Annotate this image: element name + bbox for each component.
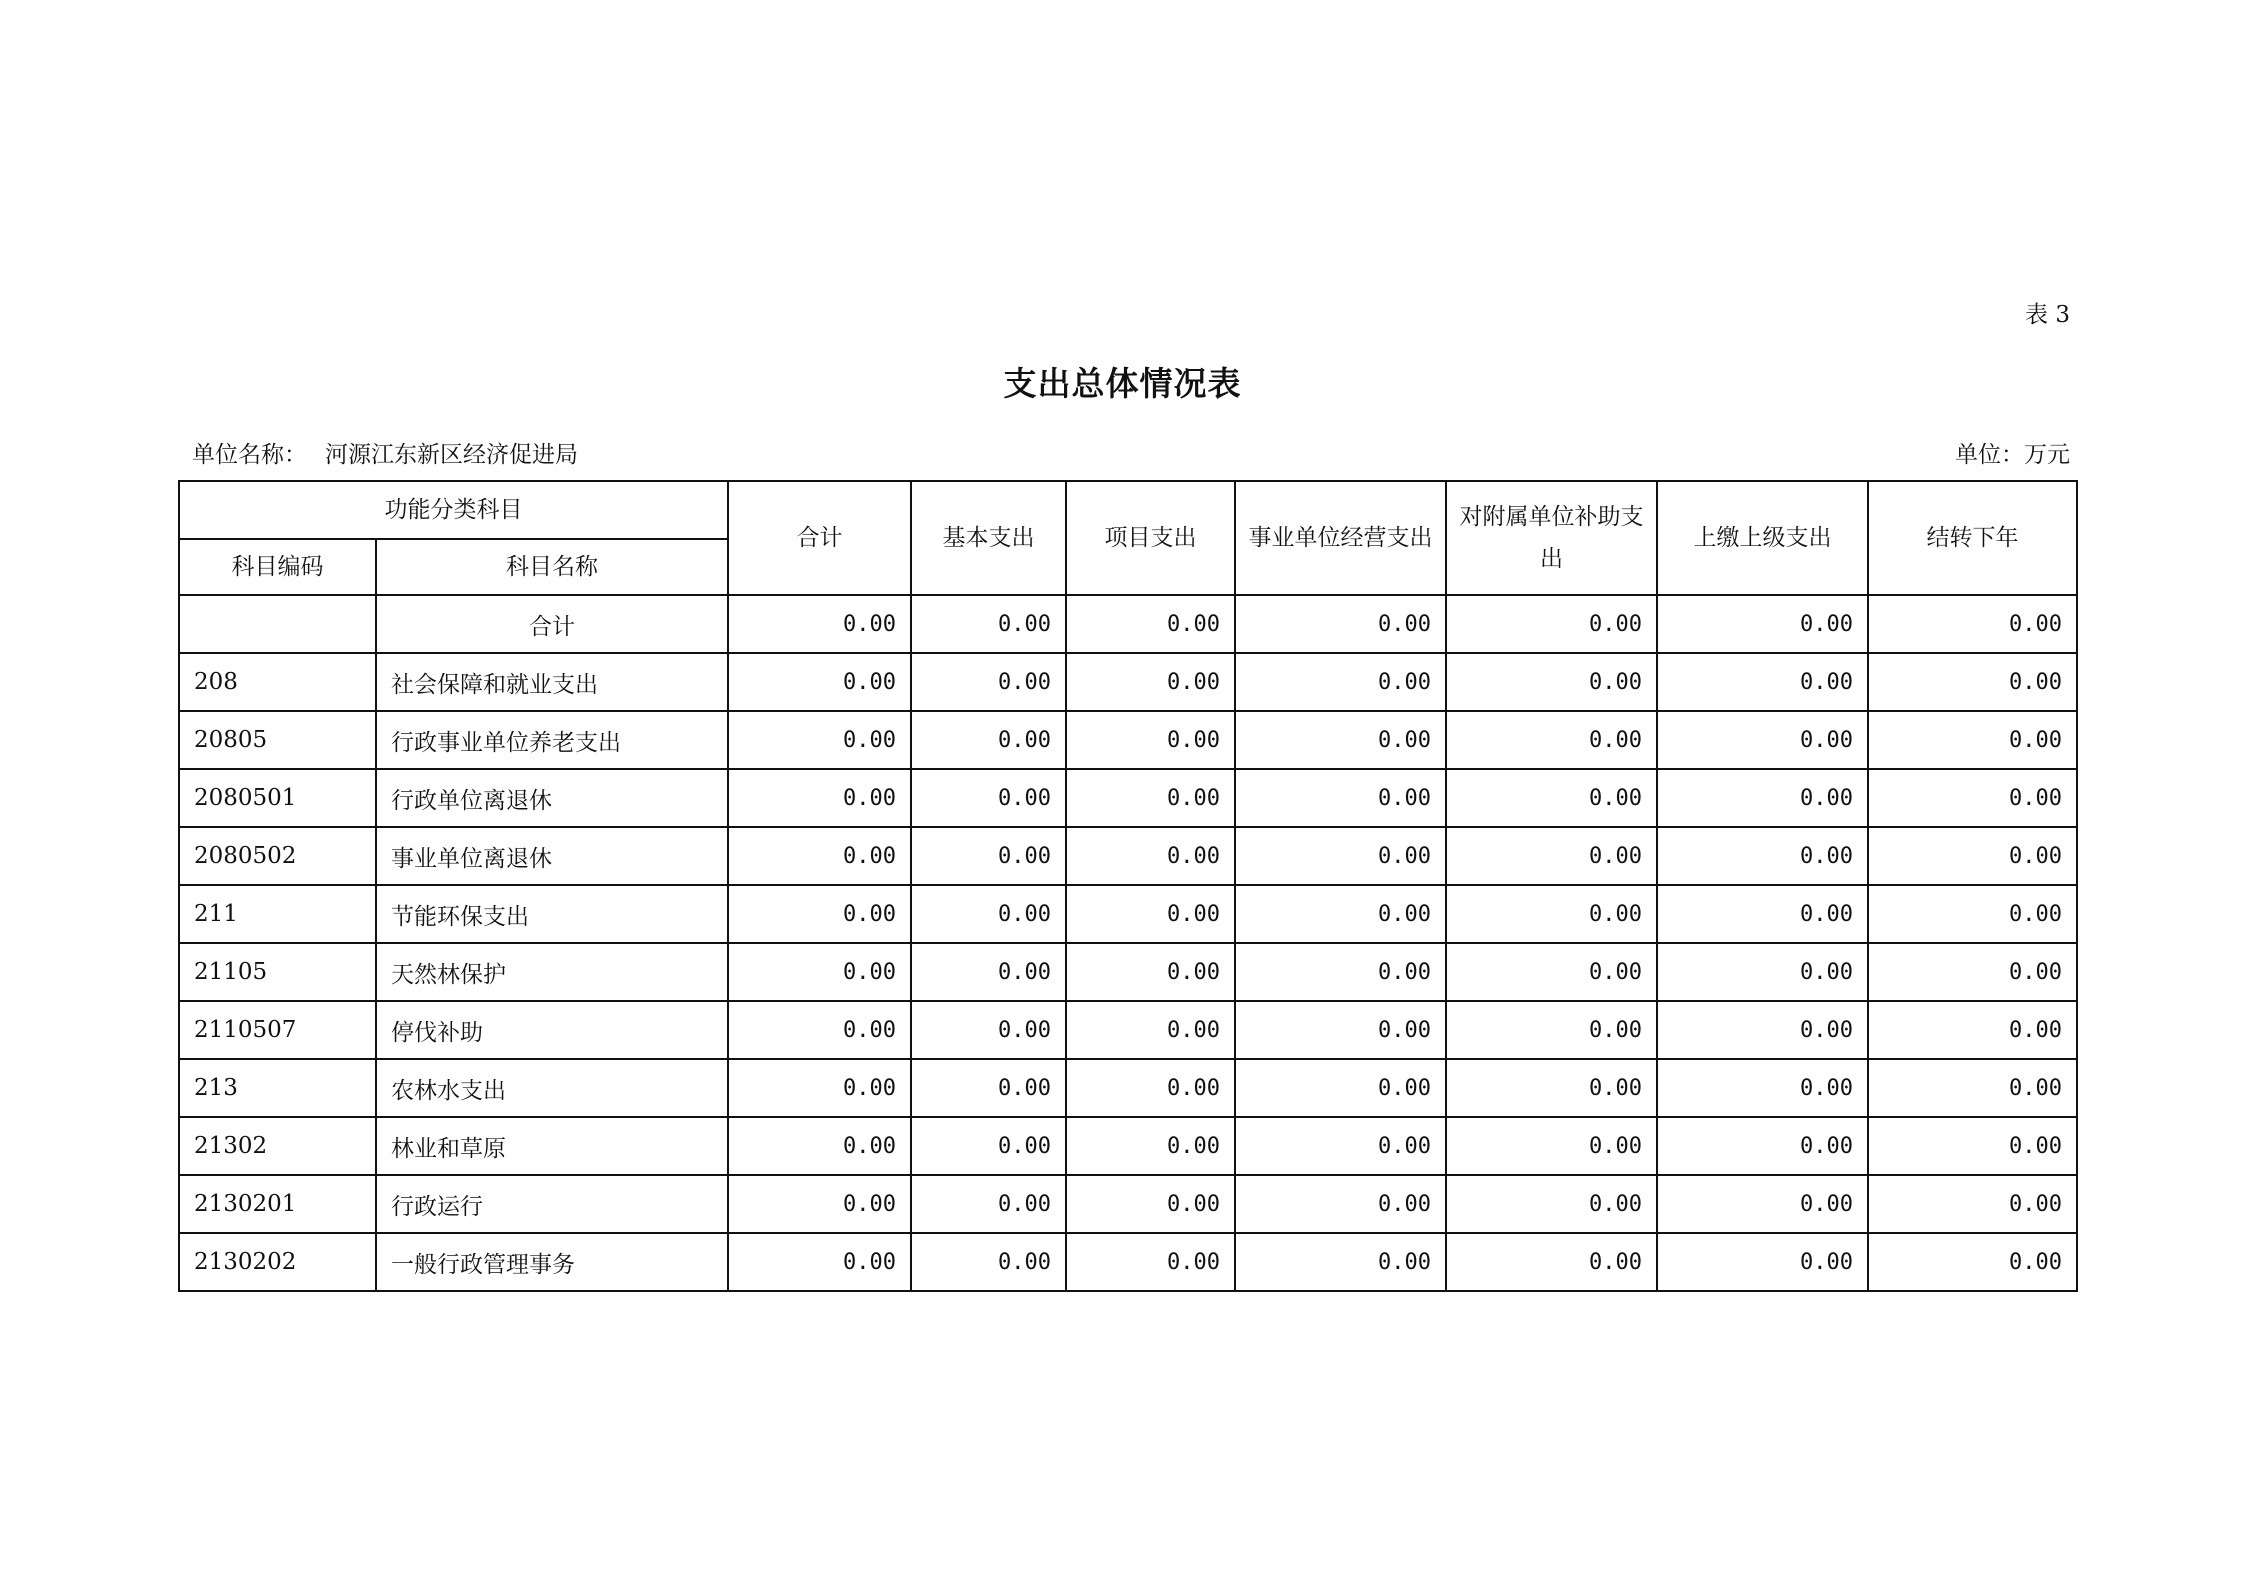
measure-unit: 单位：万元 (1955, 442, 2070, 468)
business-value: 0.00 (1235, 1233, 1446, 1291)
table-number: 表 3 (2025, 302, 2070, 328)
header-subsidy-expense: 对附属单位补助支出 (1446, 481, 1657, 595)
total-value: 0.00 (728, 1175, 911, 1233)
basic-value: 0.00 (911, 1175, 1066, 1233)
project-value: 0.00 (1066, 1233, 1235, 1291)
subsidy-value: 0.00 (1446, 827, 1657, 885)
project-value: 0.00 (1066, 653, 1235, 711)
total-value: 0.00 (728, 1001, 911, 1059)
superior-value: 0.00 (1657, 1001, 1868, 1059)
subsidy-value: 0.00 (1446, 1117, 1657, 1175)
table-row (179, 769, 2077, 827)
table-row (179, 653, 2077, 711)
carryover-value: 0.00 (1868, 1059, 2077, 1117)
total-value: 0.00 (728, 1233, 911, 1291)
header-subject-name: 科目名称 (376, 539, 728, 595)
project-value: 0.00 (1066, 1059, 1235, 1117)
superior-value: 0.00 (1657, 943, 1868, 1001)
subsidy-value: 0.00 (1446, 1233, 1657, 1291)
project-value: 0.00 (1066, 1117, 1235, 1175)
project-value: 0.00 (1066, 943, 1235, 1001)
total-value: 0.00 (728, 711, 911, 769)
subject-name: 停伐补助 (376, 1001, 728, 1059)
header-superior-payment: 上缴上级支出 (1657, 481, 1868, 595)
subject-code: 208 (179, 653, 376, 711)
superior-value: 0.00 (1657, 827, 1868, 885)
business-value: 0.00 (1235, 827, 1446, 885)
table-row (179, 1117, 2077, 1175)
subject-code: 2080502 (179, 827, 376, 885)
header-subject-code: 科目编码 (179, 539, 376, 595)
subject-code: 21105 (179, 943, 376, 1001)
subsidy-value: 0.00 (1446, 885, 1657, 943)
carryover-value: 0.00 (1868, 943, 2077, 1001)
carryover-value: 0.00 (1868, 595, 2077, 653)
subsidy-value: 0.00 (1446, 769, 1657, 827)
business-value: 0.00 (1235, 1117, 1446, 1175)
project-value: 0.00 (1066, 769, 1235, 827)
table-row (179, 595, 2077, 653)
subject-name: 节能环保支出 (376, 885, 728, 943)
table-body (179, 595, 2077, 1291)
project-value: 0.00 (1066, 885, 1235, 943)
project-value: 0.00 (1066, 827, 1235, 885)
header-carryover: 结转下年 (1868, 481, 2077, 595)
carryover-value: 0.00 (1868, 827, 2077, 885)
subject-name: 行政事业单位养老支出 (376, 711, 728, 769)
total-value: 0.00 (728, 769, 911, 827)
subject-name: 天然林保护 (376, 943, 728, 1001)
header-project-expense: 项目支出 (1066, 481, 1235, 595)
carryover-value: 0.00 (1868, 1233, 2077, 1291)
table-row (179, 827, 2077, 885)
business-value: 0.00 (1235, 885, 1446, 943)
page-title: 支出总体情况表 (1003, 364, 1242, 403)
business-value: 0.00 (1235, 1001, 1446, 1059)
table-row (179, 885, 2077, 943)
total-value: 0.00 (728, 827, 911, 885)
business-value: 0.00 (1235, 1059, 1446, 1117)
subject-code: 2110507 (179, 1001, 376, 1059)
project-value: 0.00 (1066, 1175, 1235, 1233)
header-row-1 (179, 481, 2077, 539)
carryover-value: 0.00 (1868, 653, 2077, 711)
table-row (179, 1001, 2077, 1059)
basic-value: 0.00 (911, 1233, 1066, 1291)
basic-value: 0.00 (911, 943, 1066, 1001)
subject-code: 2130201 (179, 1175, 376, 1233)
unit-name-value: 河源江东新区经济促进局 (325, 442, 578, 468)
business-value: 0.00 (1235, 769, 1446, 827)
business-value: 0.00 (1235, 1175, 1446, 1233)
basic-value: 0.00 (911, 885, 1066, 943)
subsidy-value: 0.00 (1446, 1175, 1657, 1233)
subject-name: 合计 (376, 595, 728, 653)
unit-name-label: 单位名称： (192, 442, 307, 468)
basic-value: 0.00 (911, 1059, 1066, 1117)
project-value: 0.00 (1066, 711, 1235, 769)
header-business-expense: 事业单位经营支出 (1235, 481, 1446, 595)
subject-name: 行政运行 (376, 1175, 728, 1233)
total-value: 0.00 (728, 653, 911, 711)
header-total: 合计 (728, 481, 911, 595)
table-row (179, 1059, 2077, 1117)
subsidy-value: 0.00 (1446, 711, 1657, 769)
subject-code: 2080501 (179, 769, 376, 827)
subject-name: 社会保障和就业支出 (376, 653, 728, 711)
superior-value: 0.00 (1657, 1059, 1868, 1117)
superior-value: 0.00 (1657, 1233, 1868, 1291)
superior-value: 0.00 (1657, 653, 1868, 711)
superior-value: 0.00 (1657, 885, 1868, 943)
header-functional-category: 功能分类科目 (179, 481, 728, 539)
basic-value: 0.00 (911, 595, 1066, 653)
table-row (179, 711, 2077, 769)
superior-value: 0.00 (1657, 595, 1868, 653)
carryover-value: 0.00 (1868, 885, 2077, 943)
project-value: 0.00 (1066, 595, 1235, 653)
basic-value: 0.00 (911, 1001, 1066, 1059)
total-value: 0.00 (728, 595, 911, 653)
carryover-value: 0.00 (1868, 1001, 2077, 1059)
subject-name: 林业和草原 (376, 1117, 728, 1175)
table-row (179, 1175, 2077, 1233)
total-value: 0.00 (728, 943, 911, 1001)
basic-value: 0.00 (911, 711, 1066, 769)
table-row (179, 1233, 2077, 1291)
total-value: 0.00 (728, 1059, 911, 1117)
carryover-value: 0.00 (1868, 1175, 2077, 1233)
subject-name: 农林水支出 (376, 1059, 728, 1117)
subject-name: 一般行政管理事务 (376, 1233, 728, 1291)
superior-value: 0.00 (1657, 1175, 1868, 1233)
carryover-value: 0.00 (1868, 769, 2077, 827)
basic-value: 0.00 (911, 827, 1066, 885)
subject-code: 20805 (179, 711, 376, 769)
superior-value: 0.00 (1657, 1117, 1868, 1175)
table-row (179, 943, 2077, 1001)
business-value: 0.00 (1235, 595, 1446, 653)
basic-value: 0.00 (911, 653, 1066, 711)
subject-code: 213 (179, 1059, 376, 1117)
unit-name-line (192, 436, 578, 469)
subject-code (179, 595, 376, 653)
basic-value: 0.00 (911, 1117, 1066, 1175)
carryover-value: 0.00 (1868, 711, 2077, 769)
total-value: 0.00 (728, 1117, 911, 1175)
superior-value: 0.00 (1657, 711, 1868, 769)
total-value: 0.00 (728, 885, 911, 943)
header-basic-expense: 基本支出 (911, 481, 1066, 595)
carryover-value: 0.00 (1868, 1117, 2077, 1175)
basic-value: 0.00 (911, 769, 1066, 827)
subject-code: 21302 (179, 1117, 376, 1175)
subsidy-value: 0.00 (1446, 1001, 1657, 1059)
subsidy-value: 0.00 (1446, 1059, 1657, 1117)
subject-code: 2130202 (179, 1233, 376, 1291)
project-value: 0.00 (1066, 1001, 1235, 1059)
subsidy-value: 0.00 (1446, 943, 1657, 1001)
subsidy-value: 0.00 (1446, 595, 1657, 653)
subject-name: 行政单位离退休 (376, 769, 728, 827)
superior-value: 0.00 (1657, 769, 1868, 827)
subject-name: 事业单位离退休 (376, 827, 728, 885)
expense-table (178, 480, 2078, 1292)
business-value: 0.00 (1235, 711, 1446, 769)
subsidy-value: 0.00 (1446, 653, 1657, 711)
subject-code: 211 (179, 885, 376, 943)
business-value: 0.00 (1235, 653, 1446, 711)
business-value: 0.00 (1235, 943, 1446, 1001)
